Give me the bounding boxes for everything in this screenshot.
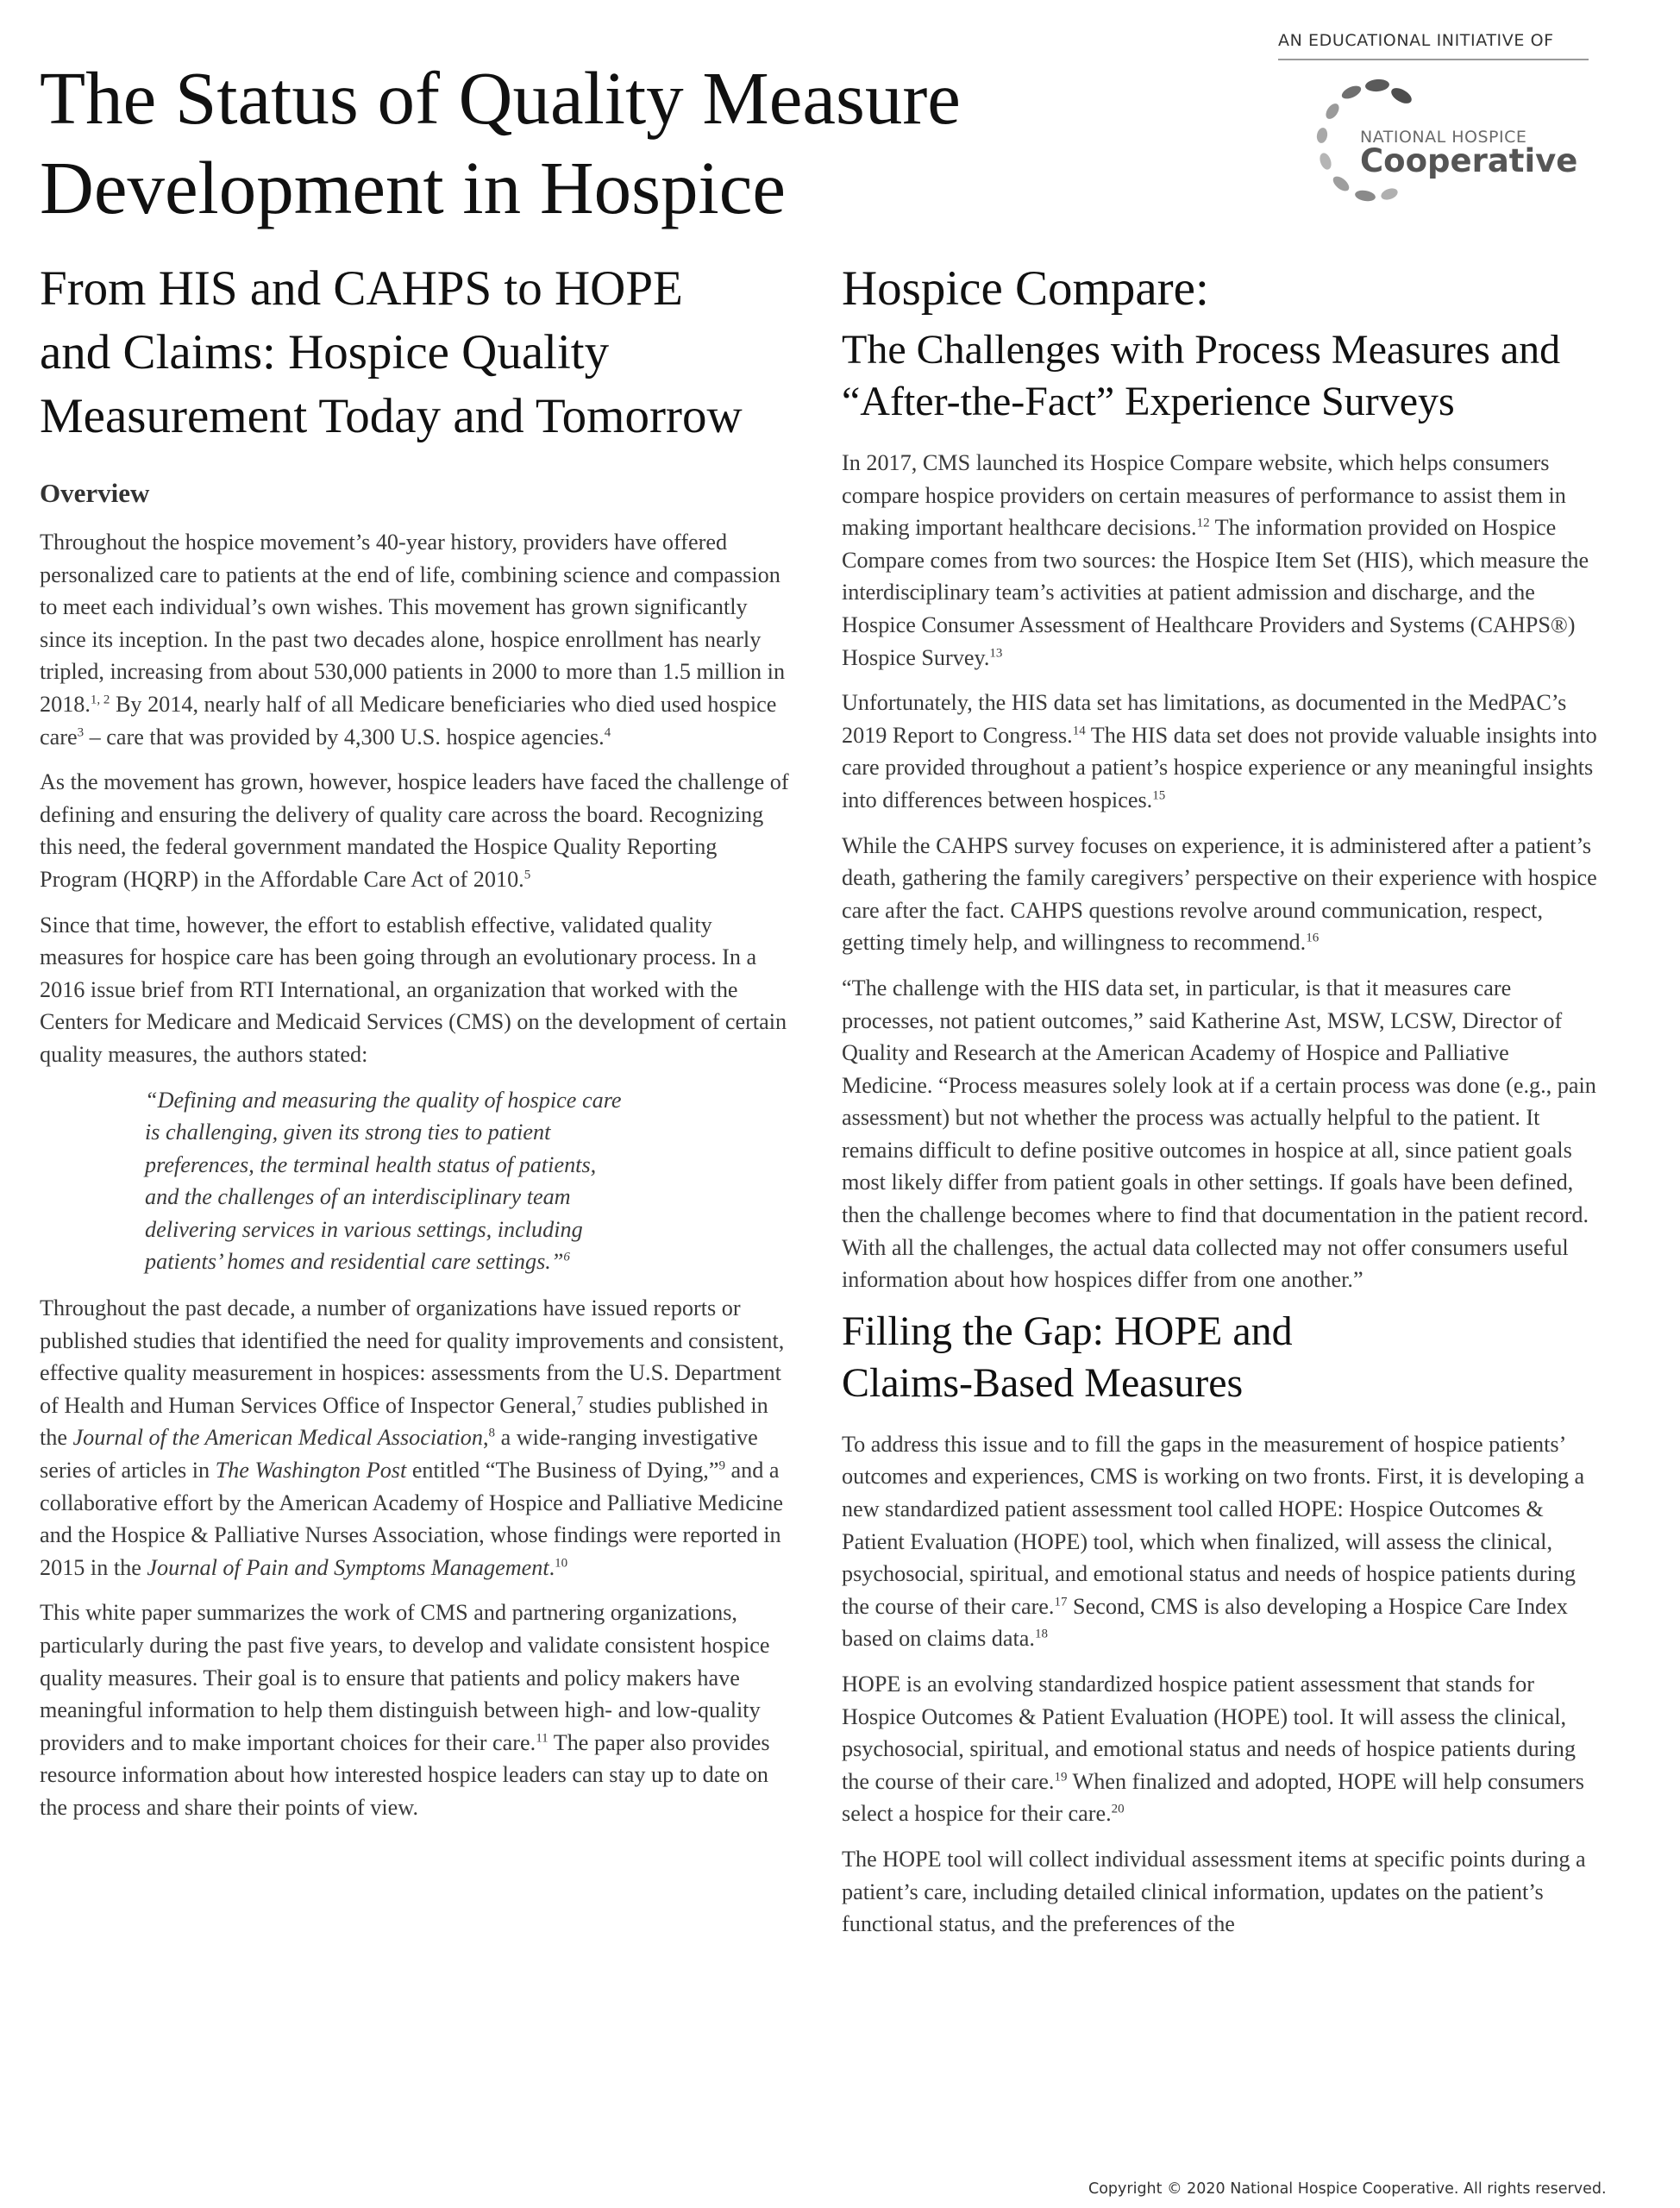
left-section-heading: From HIS and CAHPS to HOPE and Claims: Hospice Quality Measurement Today and Tomorrow [40, 261, 743, 443]
paragraph-gap-1: To address this issue and to fill the gaps in the measurement of hospice patients’ outcomes and experiences, CMS is working on two fronts. First, it is developing a new standardized patient assessment tool called HOPE: Hospice Outcomes & Patient Evaluation (HOPE) tool, which when finalized, will assess the clinical, psychosocial, spiritual, and emotional status and needs of hospice patients during the course of their care.$^{17}$ Second, CMS is also developing a Hospice Care Index based on claims data.$^{18}$ [842, 1431, 1585, 1652]
copyright-footer: Copyright © 2020 National Hospice Cooperative. All rights reserved. [1088, 2180, 1607, 2198]
paragraph-compare-4: “The challenge with the HIS data set, in particular, is that it measures care processes, not patient outcomes,” said Katherine Ast, MSW, LCSW, Director of Quality and Research at the American Academy of Hospice and Palliative Medicine. “Process measures solely look at if a certain process was done (e.g., pain assessment) but not whether the process was actually helpful to the patient. It remains difficult to define positive outcomes in hospice at all, since patient goals most likely differ from patient goals in other settings. If goals have been defined, then the challenge becomes where to find that documentation in the patient record. With all the challenges, the actual data collected may not offer consumers useful information about how hospices differ from one another.” [842, 975, 1596, 1293]
rti-quote: “Defining and measuring the quality of hospice care is challenging, given its strong ties to patient preferences, the terminal health status of patients, and the challenges of an interdisciplinary team delivering services in various settings, including patients’ homes and residential care settings.”$^6$ [145, 1087, 622, 1275]
page-title: The Status of Quality Measure Development in Hospice [40, 56, 961, 229]
left-column [40, 257, 799, 1837]
paragraph-gap-2: HOPE is an evolving standardized hospice patient assessment that stands for Hospice Outcomes & Patient Evaluation (HOPE) tool. It will assess the clinical, psychosocial, spiritual, and emotional status and needs of hospice patients during the course of their care.$^{19}$ When finalized and adopted, HOPE will help consumers select a hospice for their care.$^{20}$ [842, 1672, 1584, 1827]
hospice-compare-heading: Hospice Compare: [842, 261, 1209, 316]
logo-text-big: Cooperative [1360, 142, 1578, 179]
paragraph-compare-3: While the CAHPS survey focuses on experience, it is administered after a patient’s death, gathering the family caregivers’ perspective on their experience with hospice care after the fact. CAHPS questions revolve around communication, respect, getting timely help, and willingness to recommend.$^{16}$ [842, 832, 1597, 956]
paragraph-compare-1: In 2017, CMS launched its Hospice Compare website, which helps consumers compare hospice providers on certain measures of performance to assist them in making important healthcare decisions.$^{12}$ The information provided on Hospice Compare comes from two sources: the Hospice Item Set (HIS), which measure the interdisciplinary team’s activities at patient admission and discharge, and the Hospice Consumer Assessment of Healthcare Providers and Systems (CAHPS®) Hospice Survey.$^{13}$ [842, 450, 1589, 670]
hospice-compare-subheading: The Challenges with Process Measures and “After-the-Fact” Experience Surveys [842, 327, 1561, 424]
paragraph-compare-2: Unfortunately, the HIS data set has limitations, as documented in the MedPAC’s 2019 Report to Congress.$^{14}$ The HIS data set does not provide valuable insights into care provided throughout a patient’s hospice experience or any meaningful insights into differences between hospices.$^{15}$ [842, 690, 1597, 812]
paragraph-gap-3: The HOPE tool will collect individual assessment items at specific points during a patient’s care, including detailed clinical information, updates on the patient’s functional status, and the preferences of the [842, 1846, 1586, 1937]
paragraph-overview-3: Since that time, however, the effort to establish effective, validated quality measures for hospice care has been going through an evolutionary process. In a 2016 issue brief from RTI International, an organization that worked with the Centers for Medicare and Medicaid Services (CMS) on the development of certain quality measures, the authors stated: [40, 912, 787, 1067]
initiative-label: AN EDUCATIONAL INITIATIVE OF [1278, 31, 1589, 60]
right-column [842, 257, 1601, 1954]
overview-heading: Overview [40, 478, 150, 508]
paragraph-overview-4: Throughout the past decade, a number of organizations have issued reports or published studies that identified the need for quality improvements and consistent, effective quality measurement in hospices: assessments from the U.S. Department of Health and Human Services Office of Inspector General,$^7$ studies published in the Journal of the American Medical Association,$^8$ a wide-ranging investigative series of articles in The Washington Post entitled “The Business of Dying,”$^9$ and a collaborative effort by the American Academy of Hospice and Palliative Medicine and the Hospice & Palliative Nurses Association, whose findings were reported in 2015 in the Journal of Pain and Symptoms Management.$^{10}$ [40, 1295, 785, 1580]
logo-text-small: NATIONAL HOSPICE [1360, 128, 1527, 147]
paragraph-overview-2: As the movement has grown, however, hospice leaders have faced the challenge of defining and ensuring the delivery of quality care across the board. Recognizing this need, the federal government mandated the Hospice Quality Reporting Program (HQRP) in the Affordable Care Act of 2010.$^5$ [40, 769, 789, 892]
paragraph-overview-5: This white paper summarizes the work of CMS and partnering organizations, particularly during the past five years, to develop and validate consistent hospice quality measures. Their goal is to ensure that patients and policy makers have meaningful information to help them distinguish between high- and low-quality providers and to make important choices for their care.$^{11}$ The paper also provides resource information about how interested hospice leaders can stay up to date on the process and share their points of view. [40, 1600, 770, 1820]
paragraph-overview-1: Throughout the hospice movement’s 40-year history, providers have offered personalized care to patients at the end of life, combining science and compassion to meet each individual’s own wishes. This movement has grown significantly since its inception. In the past two decades alone, hospice enrollment has nearly tripled, increasing from about 530,000 patients in 2000 to more than 1.5 million in 2018.$^{1, 2}$ By 2014, nearly half of all Medicare beneficiaries who died used hospice care$^3$ – care that was provided by 4,300 U.S. hospice agencies.$^4$ [40, 530, 786, 750]
national-hospice-cooperative-logo [1298, 73, 1583, 224]
filling-the-gap-heading: Filling the Gap: HOPE and Claims-Based Measures [842, 1308, 1293, 1406]
